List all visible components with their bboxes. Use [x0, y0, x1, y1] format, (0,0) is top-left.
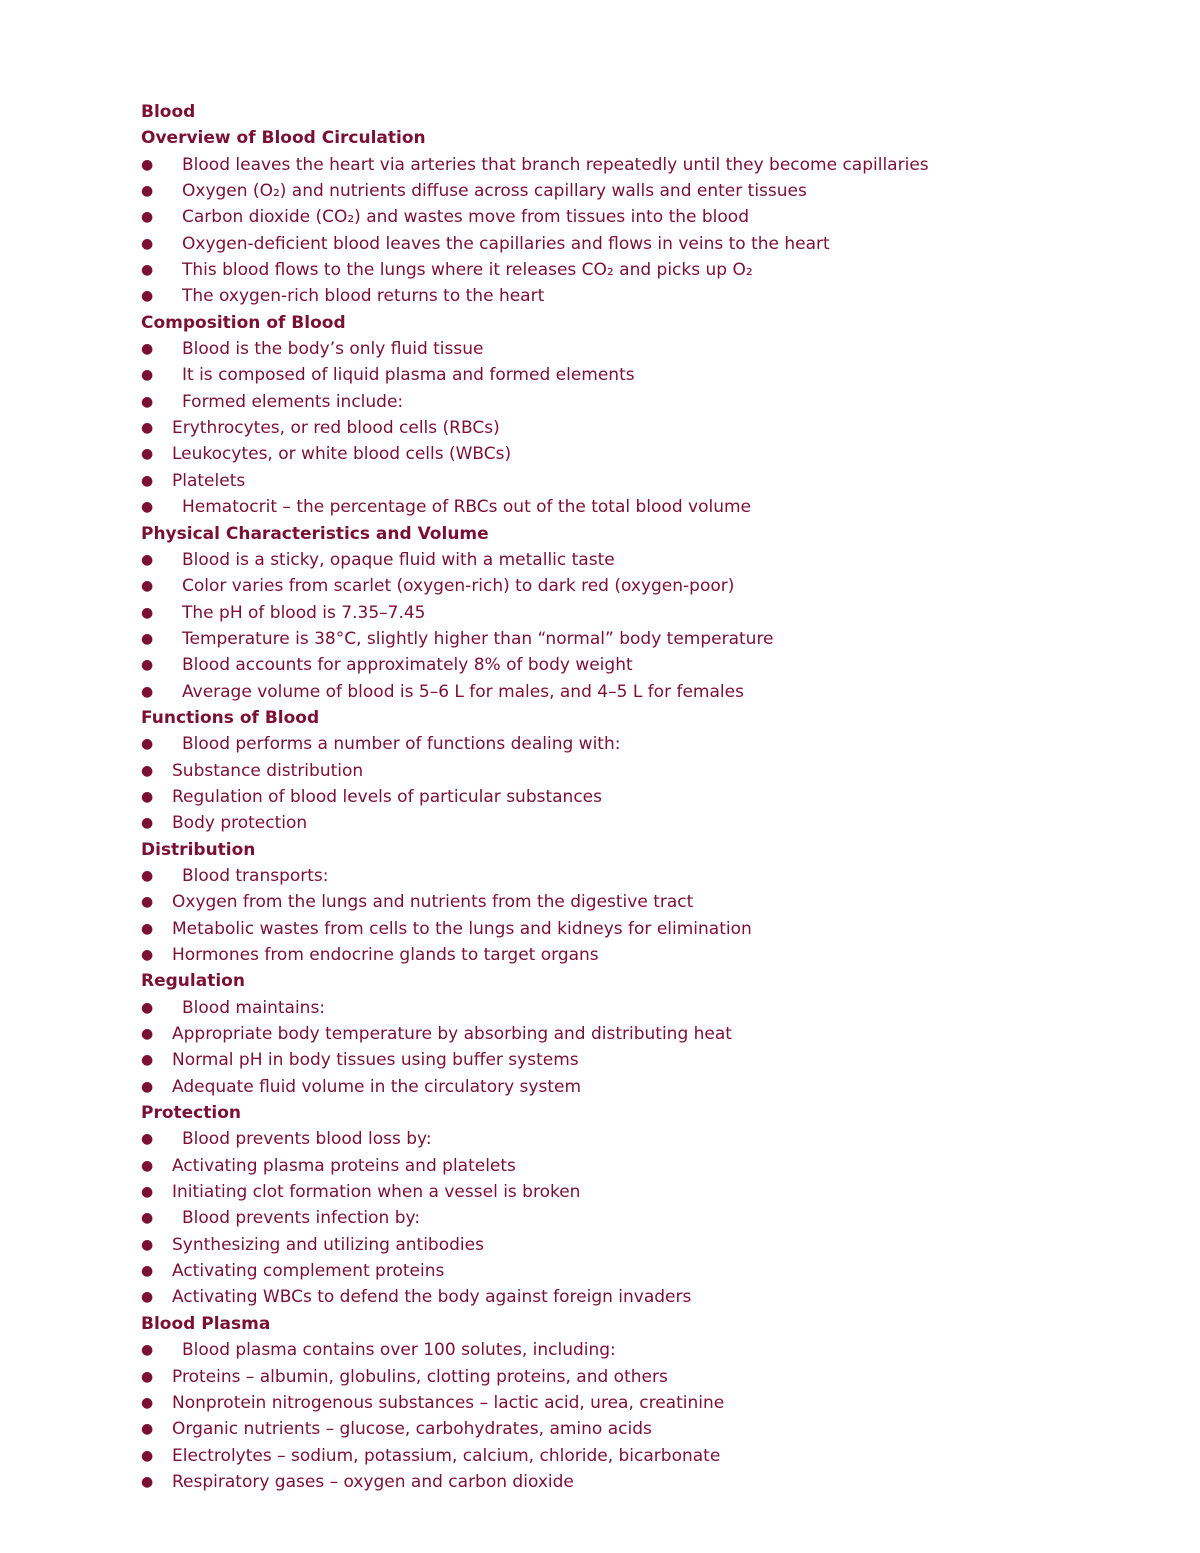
bullet-icon: ● — [141, 1236, 154, 1253]
bullet-icon: ● — [141, 420, 154, 437]
bullet-text: Respiratory gases – oxygen and carbon dioxide — [172, 1471, 574, 1492]
bullet-item — [141, 1179, 1141, 1205]
bullet-text: Blood is the body’s only fluid tissue — [182, 339, 484, 360]
bullet-text: Oxygen (O₂) and nutrients diffuse across capillary walls and enter tissues — [182, 181, 807, 202]
bullet-item — [141, 1469, 1141, 1495]
bullet-text: Activating complement proteins — [172, 1261, 445, 1282]
bullet-icon: ● — [141, 630, 154, 647]
bullet-text: Blood is a sticky, opaque fluid with a metallic taste — [182, 549, 615, 570]
section-heading: Distribution — [141, 839, 256, 860]
bullet-item — [141, 626, 1141, 652]
bullet-text: Nonprotein nitrogenous substances – lactic acid, urea, creatinine — [172, 1392, 725, 1413]
bullet-icon: ● — [141, 1342, 154, 1359]
bullet-icon: ● — [141, 736, 154, 753]
bullet-icon: ● — [141, 472, 154, 489]
bullet-item — [141, 1021, 1141, 1047]
bullet-text: Blood performs a number of functions dealing with: — [182, 734, 621, 755]
bullet-text: Hormones from endocrine glands to target organs — [172, 945, 599, 965]
bullet-icon: ● — [141, 604, 154, 621]
bullet-icon: ● — [141, 578, 154, 595]
bullet-text: Carbon dioxide (CO₂) and wastes move from tissues into the blood — [182, 207, 749, 228]
section-heading: Functions of Blood — [141, 707, 320, 728]
bullet-icon: ● — [141, 183, 154, 200]
bullet-text: Platelets — [172, 470, 246, 491]
bullet-icon: ● — [141, 262, 154, 279]
bullet-text: Oxygen-deficient blood leaves the capillaries and flows in veins to the heart — [182, 233, 830, 254]
bullet-icon: ● — [141, 1026, 154, 1043]
bullet-text: Synthesizing and utilizing antibodies — [172, 1234, 484, 1255]
bullet-text: Blood plasma contains over 100 solutes, including: — [182, 1340, 616, 1361]
bullet-icon: ● — [141, 446, 154, 463]
bullet-icon: ● — [141, 288, 154, 305]
bullet-text: Formed elements include: — [182, 391, 404, 412]
document-page — [141, 99, 1141, 1495]
bullet-icon: ● — [141, 1052, 154, 1069]
bullet-item — [141, 600, 1141, 626]
bullet-item — [141, 468, 1141, 494]
bullet-item — [141, 283, 1141, 309]
bullet-item — [141, 573, 1141, 599]
bullet-icon: ● — [141, 1368, 154, 1385]
bullet-item — [141, 1364, 1141, 1390]
bullet-text: Electrolytes – sodium, potassium, calcium, chloride, bicarbonate — [172, 1445, 721, 1466]
bullet-item — [141, 494, 1141, 520]
bullet-icon: ● — [141, 657, 154, 674]
bullet-item — [141, 916, 1141, 942]
bullet-text: Body protection — [172, 813, 308, 834]
bullet-item — [141, 1390, 1141, 1416]
bullet-icon: ● — [141, 947, 154, 963]
bullet-item — [141, 415, 1141, 441]
bullet-text: Appropriate body temperature by absorbing and distributing heat — [172, 1024, 732, 1045]
bullet-text: Color varies from scarlet (oxygen-rich) to dark red (oxygen-poor) — [182, 576, 735, 597]
bullet-icon: ● — [141, 1421, 154, 1438]
bullet-text: Erythrocytes, or red blood cells (RBCs) — [172, 418, 500, 439]
bullet-icon: ● — [141, 209, 154, 226]
bullet-text: Activating WBCs to defend the body against foreign invaders — [172, 1287, 692, 1308]
bullet-item — [141, 1126, 1141, 1152]
bullet-item — [141, 441, 1141, 467]
bullet-item — [141, 1074, 1141, 1100]
bullet-text: Blood maintains: — [182, 997, 326, 1018]
bullet-icon: ● — [141, 1289, 154, 1306]
bullet-item — [141, 1232, 1141, 1258]
bullet-item — [141, 257, 1141, 283]
bullet-text: Oxygen from the lungs and nutrients from the digestive tract — [172, 892, 694, 913]
bullet-icon: ● — [141, 156, 154, 173]
bullet-item — [141, 1258, 1141, 1284]
bullet-icon: ● — [141, 762, 154, 779]
bullet-item — [141, 1337, 1141, 1363]
bullet-item — [141, 995, 1141, 1021]
bullet-icon: ● — [141, 499, 154, 516]
bullet-icon: ● — [141, 1447, 154, 1464]
bullet-text: Adequate fluid volume in the circulatory system — [172, 1076, 582, 1097]
bullet-text: Blood prevents infection by: — [182, 1208, 421, 1229]
bullet-item — [141, 204, 1141, 230]
bullet-text: Regulation of blood levels of particular substances — [172, 786, 602, 807]
bullet-icon: ● — [141, 1131, 154, 1148]
bullet-text: Organic nutrients – glucose, carbohydrates, amino acids — [172, 1419, 652, 1440]
section-heading: Regulation — [141, 971, 245, 992]
bullet-text: Leukocytes, or white blood cells (WBCs) — [172, 444, 512, 465]
section-heading: Composition of Blood — [141, 312, 346, 333]
bullet-item — [141, 810, 1141, 836]
bullet-text: Metabolic wastes from cells to the lungs and kidneys for elimination — [172, 918, 752, 939]
bullet-item — [141, 152, 1141, 178]
bullet-item — [141, 1047, 1141, 1073]
bullet-item — [141, 547, 1141, 573]
bullet-item — [141, 889, 1141, 915]
bullet-item — [141, 942, 1141, 968]
bullet-icon: ● — [141, 867, 154, 884]
bullet-text: Normal pH in body tissues using buffer systems — [172, 1050, 579, 1071]
bullet-item — [141, 652, 1141, 678]
bullet-icon: ● — [141, 920, 154, 937]
bullet-item — [141, 863, 1141, 889]
bullet-icon: ● — [141, 341, 154, 358]
bullet-text: The oxygen-rich blood returns to the heart — [182, 286, 545, 307]
bullet-icon: ● — [141, 1078, 154, 1095]
bullet-icon: ● — [141, 815, 154, 832]
bullet-item — [141, 1205, 1141, 1231]
bullet-icon: ● — [141, 788, 154, 805]
bullet-icon: ● — [141, 1473, 154, 1490]
bullet-text: Temperature is 38°C, slightly higher than “normal” body temperature — [182, 628, 774, 649]
bullet-item — [141, 731, 1141, 757]
bullet-item — [141, 1416, 1141, 1442]
bullet-text: The pH of blood is 7.35–7.45 — [182, 602, 426, 623]
bullet-text: Blood transports: — [182, 865, 329, 886]
bullet-icon: ● — [141, 1210, 154, 1227]
bullet-text: Proteins – albumin, globulins, clotting proteins, and others — [172, 1366, 668, 1387]
section-heading: Blood Plasma — [141, 1313, 271, 1334]
bullet-text: Blood prevents blood loss by: — [182, 1129, 432, 1150]
bullet-text: Hematocrit – the percentage of RBCs out of the total blood volume — [182, 497, 752, 518]
bullet-text: Initiating clot formation when a vessel is broken — [172, 1182, 581, 1203]
bullet-item — [141, 1153, 1141, 1179]
bullet-item — [141, 336, 1141, 362]
bullet-icon: ● — [141, 1263, 154, 1280]
bullet-text: Activating plasma proteins and platelets — [172, 1155, 516, 1176]
bullet-item — [141, 1443, 1141, 1469]
section-heading: Protection — [141, 1103, 241, 1124]
document-title: Blood — [141, 102, 196, 122]
bullet-icon: ● — [141, 894, 154, 911]
section-heading: Overview of Blood Circulation — [141, 128, 426, 149]
bullet-icon: ● — [141, 999, 154, 1016]
bullet-item — [141, 362, 1141, 388]
bullet-item — [141, 758, 1141, 784]
bullet-text: Substance distribution — [172, 760, 364, 781]
bullet-text: Average volume of blood is 5–6 L for males, and 4–5 L for females — [182, 681, 744, 702]
bullet-text: Blood accounts for approximately 8% of body weight — [182, 655, 633, 676]
bullet-icon: ● — [141, 551, 154, 568]
bullet-item — [141, 679, 1141, 705]
document-content — [141, 125, 1141, 1495]
bullet-icon: ● — [141, 367, 154, 384]
bullet-icon: ● — [141, 1394, 154, 1411]
bullet-icon: ● — [141, 1157, 154, 1174]
bullet-item — [141, 231, 1141, 257]
bullet-item — [141, 389, 1141, 415]
bullet-text: It is composed of liquid plasma and formed elements — [182, 365, 635, 386]
bullet-text: This blood flows to the lungs where it releases CO₂ and picks up O₂ — [182, 260, 753, 281]
bullet-text: Blood leaves the heart via arteries that branch repeatedly until they become capillaries — [182, 154, 929, 175]
bullet-item — [141, 784, 1141, 810]
bullet-icon: ● — [141, 683, 154, 700]
bullet-icon: ● — [141, 1184, 154, 1201]
section-heading: Physical Characteristics and Volume — [141, 523, 489, 544]
bullet-item — [141, 1284, 1141, 1310]
bullet-icon: ● — [141, 235, 154, 252]
bullet-item — [141, 178, 1141, 204]
bullet-icon: ● — [141, 393, 154, 410]
